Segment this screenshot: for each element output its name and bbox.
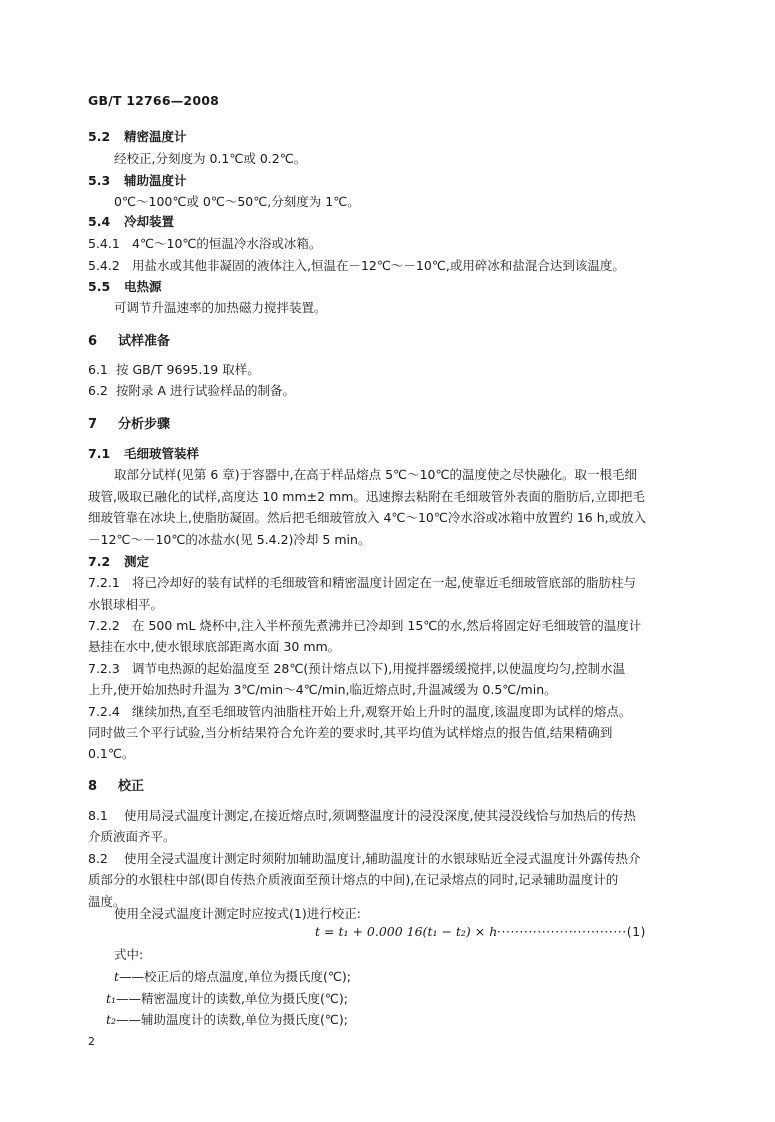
section-text: 使用全浸式温度计测定时须附加辅助温度计,辅助温度计的水银球贴近全浸式温度计外露传热介 bbox=[124, 851, 641, 866]
section-7-2-1 bbox=[88, 574, 636, 592]
section-number: 7.2.4 bbox=[88, 704, 120, 719]
section-5-5-heading bbox=[88, 278, 162, 296]
section-5-4-1 bbox=[88, 235, 321, 253]
section-number: 5.4.1 bbox=[88, 236, 120, 251]
section-6-1 bbox=[88, 361, 260, 379]
section-number: 5.5 bbox=[88, 279, 111, 294]
section-7-2-4-line: 0.1℃。 bbox=[88, 746, 135, 761]
section-8-1-line: 介质液面齐平。 bbox=[88, 829, 176, 844]
section-8-2-line: 温度。 bbox=[88, 894, 126, 909]
section-number: 6.2 bbox=[88, 383, 108, 398]
section-number: 7.2.3 bbox=[88, 661, 120, 676]
chapter-number: 8 bbox=[88, 779, 98, 794]
variable-description: ——辅助温度计的读数,单位为摄氏度(℃); bbox=[116, 1012, 349, 1027]
section-title: 电热源 bbox=[124, 279, 162, 294]
chapter-title: 分析步骤 bbox=[118, 417, 171, 432]
section-number: 5.4.2 bbox=[88, 258, 120, 273]
section-5-2-heading bbox=[88, 128, 187, 146]
section-title: 测定 bbox=[124, 554, 150, 569]
section-8-1 bbox=[88, 807, 636, 825]
section-number: 8.1 bbox=[88, 808, 108, 823]
section-title: 精密温度计 bbox=[124, 129, 187, 144]
section-text: 用盐水或其他非凝固的液体注入,恒温在－12℃～－10℃,或用碎冰和盐混合达到该温度。 bbox=[132, 258, 625, 273]
section-5-5-text: 可调节升温速率的加热磁力搅拌装置。 bbox=[114, 300, 327, 315]
section-5-3-text: 0℃～100℃或 0℃～50℃,分刻度为 1℃。 bbox=[114, 194, 360, 209]
variable-definition bbox=[106, 990, 348, 1008]
section-number: 5.2 bbox=[88, 129, 111, 144]
variable-symbol: t₂ bbox=[106, 1012, 117, 1027]
variable-definition bbox=[114, 968, 351, 986]
page-number: 2 bbox=[88, 1035, 95, 1048]
section-number: 7.2.2 bbox=[88, 618, 120, 633]
where-label: 式中: bbox=[114, 947, 144, 962]
section-number: 7.1 bbox=[88, 446, 111, 461]
section-7-1-line: －12℃～－10℃的冰盐水(见 5.4.2)冷却 5 min。 bbox=[88, 532, 371, 547]
section-5-2-text: 经校正,分刻度为 0.1℃或 0.2℃。 bbox=[114, 151, 307, 166]
section-number: 5.4 bbox=[88, 214, 111, 229]
variable-description: ——精密温度计的读数,单位为摄氏度(℃); bbox=[116, 991, 349, 1006]
section-text: 继续加热,直至毛细玻管内油脂柱开始上升,观察开始上升时的温度,该温度即为试样的熔点。 bbox=[132, 704, 632, 719]
section-title: 毛细玻管装样 bbox=[124, 446, 200, 461]
variable-symbol: t bbox=[114, 969, 120, 984]
section-number: 6.1 bbox=[88, 362, 108, 377]
section-title: 辅助温度计 bbox=[124, 173, 187, 188]
section-7-1-heading bbox=[88, 445, 199, 463]
section-text: 在 500 mL 烧杯中,注入半杯预先煮沸并已冷却到 15℃的水,然后将固定好毛细玻管的温度计 bbox=[132, 618, 642, 633]
section-7-1-line: 细玻管靠在冰块上,使脂肪凝固。然后把毛细玻管放入 4℃～10℃冷水浴或冰箱中放置约 16 h,或放入 bbox=[88, 510, 647, 525]
section-number: 7.2 bbox=[88, 554, 111, 569]
standard-code: GB/T 12766—2008 bbox=[88, 93, 220, 108]
section-7-2-4 bbox=[88, 703, 631, 721]
section-text: 按附录 A 进行试验样品的制备。 bbox=[116, 383, 295, 398]
chapter-number: 6 bbox=[88, 334, 98, 349]
chapter-title: 试样准备 bbox=[118, 334, 171, 349]
chapter-title: 校正 bbox=[118, 779, 145, 794]
chapter-7-heading bbox=[88, 416, 170, 434]
section-text: 将已冷却好的装有试样的毛细玻管和精密温度计固定在一起,使靠近毛细玻管底部的脂肪柱与 bbox=[132, 575, 636, 590]
section-7-2-3 bbox=[88, 660, 625, 678]
section-7-2-2-line: 悬挂在水中,使水银球底部距离水面 30 mm。 bbox=[88, 639, 341, 654]
section-number: 7.2.1 bbox=[88, 575, 120, 590]
variable-description: ——校正后的熔点温度,单位为摄氏度(℃); bbox=[119, 969, 352, 984]
formula-intro: 使用全浸式温度计测定时应按式(1)进行校正: bbox=[114, 906, 361, 921]
section-5-3-heading bbox=[88, 172, 187, 190]
section-number: 8.2 bbox=[88, 851, 108, 866]
section-7-2-3-line: 上升,使开始加热时升温为 3℃/min～4℃/min,临近熔点时,升温减缓为 0.5℃/min。 bbox=[88, 682, 557, 697]
section-7-2-2 bbox=[88, 617, 641, 635]
section-7-2-heading bbox=[88, 553, 149, 571]
section-number: 5.3 bbox=[88, 173, 111, 188]
section-8-2 bbox=[88, 850, 640, 868]
chapter-6-heading bbox=[88, 333, 170, 351]
section-7-2-1-line: 水银球相平。 bbox=[88, 597, 164, 612]
section-7-2-4-line: 同时做三个平行试验,当分析结果符合允许差的要求时,其平均值为试样熔点的报告值,结果精确到 bbox=[88, 725, 613, 740]
formula: t = t₁ + 0.000 16(t₁ − t₂) × h bbox=[315, 924, 498, 939]
variable-definition bbox=[106, 1011, 348, 1029]
formula-number: ·····························(1) bbox=[497, 924, 646, 939]
section-8-2-line: 质部分的水银柱中部(即自传热介质液面至预计熔点的中间),在记录熔点的同时,记录辅助温度计的 bbox=[88, 872, 619, 887]
section-5-4-2 bbox=[88, 257, 625, 275]
section-7-1-line: 取部分试样(见第 6 章)于容器中,在高于样品熔点 5℃～10℃的温度使之尽快融化。取一根毛细 bbox=[114, 467, 638, 482]
chapter-8-heading bbox=[88, 778, 144, 796]
variable-symbol: t₁ bbox=[106, 991, 117, 1006]
section-7-1-line: 玻管,吸取已融化的试样,高度达 10 mm±2 mm。迅速擦去粘附在毛细玻管外表面的脂肪后,立即把毛 bbox=[88, 489, 645, 504]
section-text: 调节电热源的起始温度至 28℃(预计熔点以下),用搅拌器缓缓搅拌,以使温度均匀,控制水温 bbox=[132, 661, 626, 676]
section-5-4-heading bbox=[88, 213, 174, 231]
section-text: 4℃～10℃的恒温冷水浴或冰箱。 bbox=[132, 236, 322, 251]
chapter-number: 7 bbox=[88, 417, 98, 432]
section-text: 使用局浸式温度计测定,在接近熔点时,须调整温度计的浸没深度,使其浸没线恰与加热后的传热 bbox=[124, 808, 636, 823]
section-text: 按 GB/T 9695.19 取样。 bbox=[116, 362, 260, 377]
section-6-2 bbox=[88, 382, 295, 400]
section-title: 冷却装置 bbox=[124, 214, 175, 229]
